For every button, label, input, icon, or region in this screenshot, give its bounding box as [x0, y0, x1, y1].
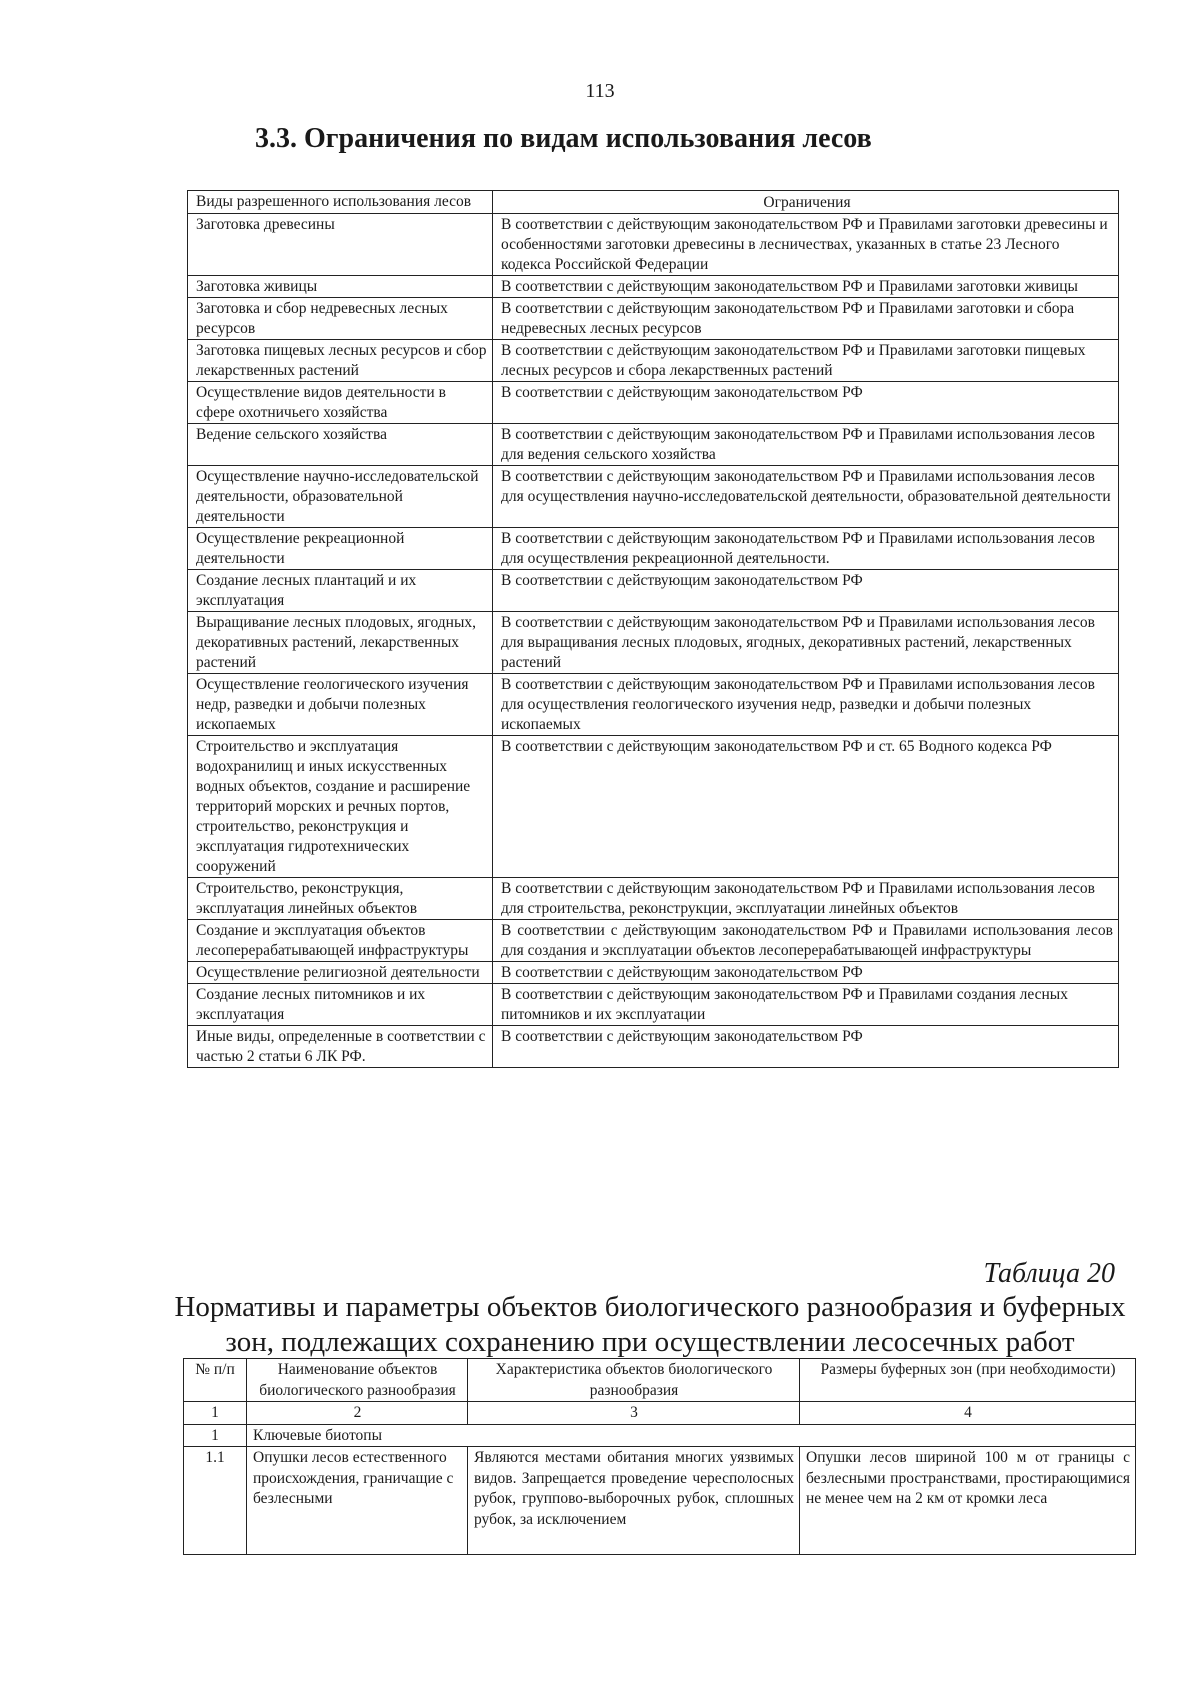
- restriction-cell: В соответствии с действующим законодательством РФ: [493, 382, 1119, 424]
- header-object-name: Наименование объектов биологического разнообразия: [247, 1359, 468, 1402]
- table-row: [188, 276, 1119, 298]
- group-row: [184, 1424, 1136, 1447]
- restrictions-table: [187, 190, 1119, 1068]
- table-caption: Таблица 20: [983, 1258, 1115, 1289]
- group-number: 1: [184, 1424, 247, 1447]
- header-buffer-size: Размеры буферных зон (при необходимости): [800, 1359, 1136, 1402]
- table-row: [188, 1026, 1119, 1068]
- table-row: [188, 920, 1119, 962]
- restriction-cell: В соответствии с действующим законодательством РФ: [493, 570, 1119, 612]
- use-cell: Создание лесных питомников и их эксплуатация: [188, 984, 493, 1026]
- use-cell: Строительство, реконструкция, эксплуатация линейных объектов: [188, 878, 493, 920]
- column-number: 2: [247, 1402, 468, 1425]
- biodiversity-table: [183, 1358, 1136, 1555]
- item-number-text: 1.1: [205, 1449, 225, 1466]
- table-row: [188, 612, 1119, 674]
- column-number-row: [184, 1402, 1136, 1425]
- use-cell: Создание и эксплуатация объектов лесоперерабатывающей инфраструктуры: [188, 920, 493, 962]
- table-row: [188, 736, 1119, 878]
- use-cell: Создание лесных плантаций и их эксплуатация: [188, 570, 493, 612]
- table-row: [188, 214, 1119, 276]
- restriction-cell: В соответствии с действующим законодательством РФ и Правилами заготовки живицы: [493, 276, 1119, 298]
- use-cell: Заготовка живицы: [188, 276, 493, 298]
- restriction-cell: В соответствии с действующим законодательством РФ и Правилами использования лесов для осуществления геологического изучения недр, разведки и добычи полезных ископаемых: [493, 674, 1119, 736]
- table-row: [188, 984, 1119, 1026]
- use-cell: Заготовка и сбор недревесных лесных ресурсов: [188, 298, 493, 340]
- restriction-cell: В соответствии с действующим законодательством РФ и Правилами заготовки и сбора недревесных лесных ресурсов: [493, 298, 1119, 340]
- table-row: [188, 340, 1119, 382]
- restriction-cell: В соответствии с действующим законодательством РФ и Правилами создания лесных питомников и их эксплуатации: [493, 984, 1119, 1026]
- restriction-cell: В соответствии с действующим законодательством РФ и Правилами использования лесов для осуществления рекреационной деятельности.: [493, 528, 1119, 570]
- table-row: [188, 674, 1119, 736]
- restriction-cell: В соответствии с действующим законодательством РФ и Правилами заготовки пищевых лесных ресурсов и сбора лекарственных растений: [493, 340, 1119, 382]
- item-characteristic: [468, 1447, 800, 1555]
- restriction-cell: В соответствии с действующим законодательством РФ и Правилами использования лесов для выращивания лесных плодовых, ягодных, декоративных растений, лекарственных растений: [493, 612, 1119, 674]
- table-row: [188, 466, 1119, 528]
- header-restrictions: Ограничения: [493, 191, 1119, 214]
- use-cell: Ведение сельского хозяйства: [188, 424, 493, 466]
- restriction-cell: В соответствии с действующим законодательством РФ и Правилами использования лесов для создания и эксплуатации объектов лесоперерабатывающей инфраструктуры: [493, 920, 1119, 962]
- use-cell: Осуществление рекреационной деятельности: [188, 528, 493, 570]
- restriction-cell: В соответствии с действующим законодательством РФ и Правилами использования лесов для осуществления научно-исследовательской деятельности, образовательной деятельности: [493, 466, 1119, 528]
- table-row: [188, 382, 1119, 424]
- table-row: [188, 528, 1119, 570]
- table-row: [188, 962, 1119, 984]
- item-number: [184, 1447, 247, 1555]
- table-row: [184, 1447, 1136, 1555]
- restriction-cell: В соответствии с действующим законодательством РФ и ст. 65 Водного кодекса РФ: [493, 736, 1119, 878]
- use-cell: Осуществление религиозной деятельности: [188, 962, 493, 984]
- use-cell: Заготовка пищевых лесных ресурсов и сбор лекарственных растений: [188, 340, 493, 382]
- column-number: 4: [800, 1402, 1136, 1425]
- header-number: № п/п: [184, 1359, 247, 1402]
- header-characteristic: Характеристика объектов биологического разнообразия: [468, 1359, 800, 1402]
- item-buffer-text: Опушки лесов шириной 100 м от границы с безлесными пространствами, простирающимися не менее чем на 2 км от кромки леса: [806, 1449, 1130, 1507]
- section-title: 3.3. Ограничения по видам использования лесов: [255, 123, 872, 154]
- column-number: 3: [468, 1402, 800, 1425]
- item-name-text: Опушки лесов естественного происхождения, граничащие с безлесными: [253, 1449, 454, 1507]
- use-cell: Выращивание лесных плодовых, ягодных, декоративных растений, лекарственных растений: [188, 612, 493, 674]
- table-row: [188, 570, 1119, 612]
- use-cell: Иные виды, определенные в соответствии с частью 2 статьи 6 ЛК РФ.: [188, 1026, 493, 1068]
- column-number: 1: [184, 1402, 247, 1425]
- restriction-cell: В соответствии с действующим законодательством РФ и Правилами заготовки древесины и особенностями заготовки древесины в лесничествах, указанных в статье 23 Лесного кодекса Российской Федерации: [493, 214, 1119, 276]
- table-row: [188, 298, 1119, 340]
- table-header-row: [184, 1359, 1136, 1402]
- table-row: [188, 878, 1119, 920]
- restriction-cell: В соответствии с действующим законодательством РФ: [493, 1026, 1119, 1068]
- item-name: [247, 1447, 468, 1555]
- use-cell: Строительство и эксплуатация водохранилищ и иных искусственных водных объектов, создание и расширение территорий морских и речных портов, строительство, реконструкция и эксплуатация гидротехнических сооружений: [188, 736, 493, 878]
- item-characteristic-text: Являются местами обитания многих уязвимых видов. Запрещается проведение чересполосных рубок, группово-выборочных рубок, сплошных рубок, за исключением: [474, 1449, 794, 1528]
- header-use-types: Виды разрешенного использования лесов: [188, 191, 493, 214]
- table-title: Нормативы и параметры объектов биологического разнообразия и буферных зон, подлежащих сохранению при осуществлении лесосечных работ: [174, 1291, 1126, 1358]
- restriction-cell: В соответствии с действующим законодательством РФ: [493, 962, 1119, 984]
- item-buffer: [800, 1447, 1136, 1555]
- restriction-cell: В соответствии с действующим законодательством РФ и Правилами использования лесов для ведения сельского хозяйства: [493, 424, 1119, 466]
- group-name: Ключевые биотопы: [247, 1424, 1136, 1447]
- page-number: 113: [585, 80, 615, 102]
- use-cell: Осуществление геологического изучения недр, разведки и добычи полезных ископаемых: [188, 674, 493, 736]
- restriction-cell: В соответствии с действующим законодательством РФ и Правилами использования лесов для строительства, реконструкции, эксплуатации линейных объектов: [493, 878, 1119, 920]
- use-cell: Заготовка древесины: [188, 214, 493, 276]
- table-header-row: [188, 191, 1119, 214]
- use-cell: Осуществление видов деятельности в сфере охотничьего хозяйства: [188, 382, 493, 424]
- table-row: [188, 424, 1119, 466]
- use-cell: Осуществление научно-исследовательской деятельности, образовательной деятельности: [188, 466, 493, 528]
